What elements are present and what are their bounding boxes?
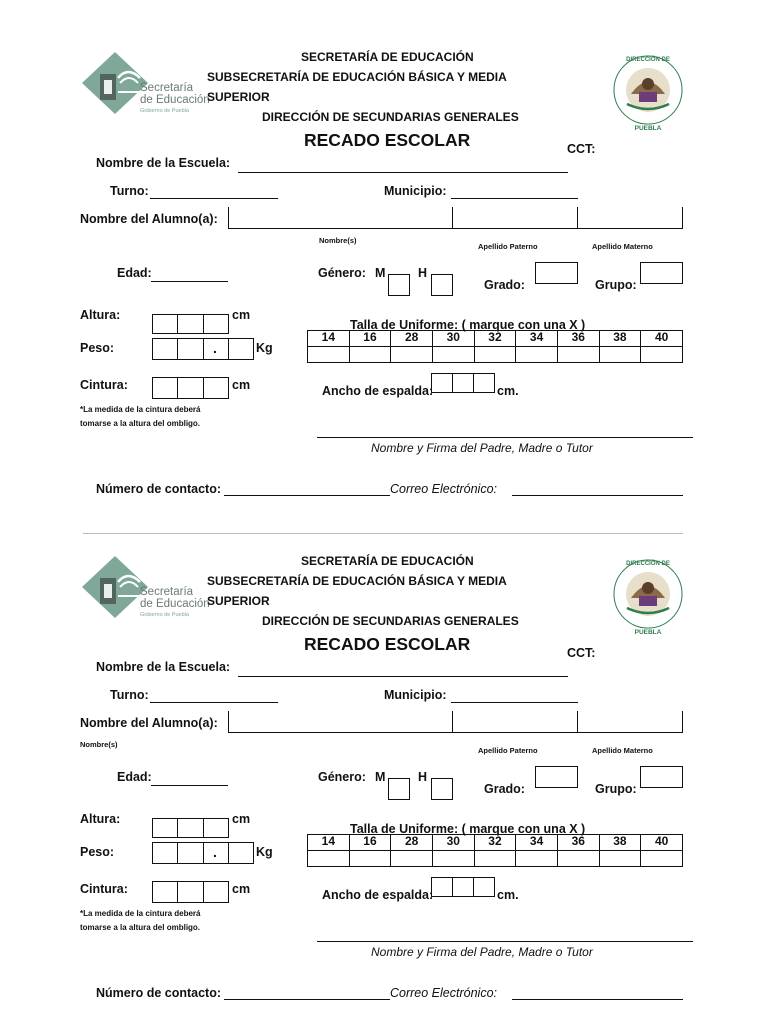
secundarias-seal-icon	[609, 52, 687, 132]
talla-mark-cell[interactable]	[599, 851, 641, 867]
page-title: RECADO ESCOLAR	[304, 130, 471, 150]
ancho-espalda-digit-boxes[interactable]	[431, 373, 495, 393]
talla-size: 38	[599, 331, 641, 347]
svg-text:DIRECCIÓN DE: DIRECCIÓN DE	[626, 561, 670, 567]
talla-size: 14	[308, 835, 350, 851]
talla-size: 36	[557, 331, 599, 347]
cintura-digit-boxes[interactable]	[152, 881, 229, 903]
genero-label: Género:	[318, 770, 366, 784]
logo-tagline: Gobierno de Puebla	[140, 612, 189, 618]
secundarias-seal	[609, 52, 687, 132]
talla-mark-cell[interactable]	[474, 851, 516, 867]
cintura-unit: cm	[232, 882, 251, 896]
recado-form-1	[0, 0, 768, 500]
nombres-caption: Nombre(s)	[80, 740, 118, 749]
genero-label: Género:	[318, 266, 366, 280]
alumno-box-right	[682, 207, 683, 229]
genero-h-label: H	[418, 266, 428, 280]
logo-name: Secretaría	[140, 82, 194, 94]
svg-text:DIRECCIÓN DE: DIRECCIÓN DE	[626, 57, 670, 63]
talla-mark-cell[interactable]	[308, 347, 350, 363]
alumno-label: Nombre del Alumno(a):	[80, 212, 218, 226]
svg-text:PUEBLA: PUEBLA	[634, 629, 662, 636]
cintura-note-1: *La medida de la cintura deberá	[80, 909, 201, 918]
peso-unit: Kg	[256, 845, 273, 859]
talla-mark-cell[interactable]	[349, 851, 391, 867]
talla-table	[307, 330, 683, 363]
cct-label: CCT:	[567, 142, 596, 156]
contacto-input-line[interactable]	[224, 999, 390, 1000]
talla-label: Talla de Uniforme: ( marque con una X )	[350, 822, 586, 836]
secundarias-seal-icon	[609, 556, 687, 636]
cct-label: CCT:	[567, 646, 596, 660]
talla-mark-cell[interactable]	[557, 851, 599, 867]
header-line-3: SUPERIOR	[207, 90, 270, 104]
correo-label: Correo Electrónico:	[390, 986, 497, 1000]
cintura-note-1: *La medida de la cintura deberá	[80, 405, 201, 414]
secretaria-emblem-icon	[82, 52, 148, 114]
peso-unit: Kg	[256, 341, 273, 355]
apellido-materno-caption: Apellido Materno	[592, 242, 653, 251]
talla-size: 32	[474, 331, 516, 347]
header-line-4: DIRECCIÓN DE SECUNDARIAS GENERALES	[262, 614, 519, 628]
talla-mark-cell[interactable]	[641, 347, 683, 363]
municipio-label: Municipio:	[384, 184, 447, 198]
alumno-input-line[interactable]	[228, 228, 683, 229]
apellido-materno-caption: Apellido Materno	[592, 746, 653, 755]
municipio-label: Municipio:	[384, 688, 447, 702]
grupo-input-box[interactable]	[640, 766, 683, 788]
escuela-label: Nombre de la Escuela:	[96, 660, 231, 674]
talla-size: 40	[641, 331, 683, 347]
recado-form-2	[0, 504, 768, 1004]
escuela-input-line[interactable]	[238, 676, 568, 677]
escuela-input-line[interactable]	[238, 172, 568, 173]
secretaria-logo	[82, 52, 212, 114]
alumno-divider-2	[577, 711, 578, 733]
talla-mark-cell[interactable]	[349, 347, 391, 363]
genero-m-label: M	[375, 770, 386, 784]
talla-mark-cell[interactable]	[641, 851, 683, 867]
header-line-3: SUPERIOR	[207, 594, 270, 608]
header-line-1: SECRETARÍA DE EDUCACIÓN	[301, 554, 474, 568]
nombres-caption: Nombre(s)	[319, 236, 357, 245]
talla-size: 32	[474, 835, 516, 851]
edad-input-line[interactable]	[151, 785, 228, 786]
genero-m-label: M	[375, 266, 386, 280]
alumno-box-left	[228, 207, 229, 229]
talla-size: 16	[349, 835, 391, 851]
talla-size: 34	[516, 331, 558, 347]
talla-size: 28	[391, 835, 433, 851]
grado-input-box[interactable]	[535, 766, 578, 788]
talla-mark-cell[interactable]	[599, 347, 641, 363]
altura-label: Altura:	[80, 308, 121, 322]
peso-label: Peso:	[80, 341, 115, 355]
grado-input-box[interactable]	[535, 262, 578, 284]
contacto-label: Número de contacto:	[96, 986, 222, 1000]
alumno-box-right	[682, 711, 683, 733]
cintura-note-2: tomarse a la altura del ombligo.	[80, 419, 201, 428]
altura-digit-boxes[interactable]	[152, 818, 229, 838]
genero-m-checkbox[interactable]	[388, 274, 410, 296]
talla-size: 16	[349, 331, 391, 347]
turno-input-line[interactable]	[150, 198, 278, 199]
talla-mark-cell[interactable]	[308, 851, 350, 867]
talla-mark-cell[interactable]	[391, 347, 433, 363]
talla-mark-cell[interactable]	[516, 347, 558, 363]
talla-size: 38	[599, 835, 641, 851]
apellido-paterno-caption: Apellido Paterno	[478, 242, 538, 251]
secretaria-logo	[82, 556, 212, 618]
talla-mark-cell[interactable]	[432, 851, 474, 867]
ancho-espalda-unit: cm.	[497, 888, 519, 902]
altura-unit: cm	[232, 812, 251, 826]
talla-mark-cell[interactable]	[474, 347, 516, 363]
alumno-divider-2	[577, 207, 578, 229]
secretaria-emblem-icon	[82, 556, 148, 618]
peso-decimal-point: .	[213, 844, 217, 860]
genero-h-checkbox[interactable]	[431, 274, 453, 296]
ancho-espalda-label: Ancho de espalda:	[322, 384, 434, 398]
logo-name-2: de Educación	[140, 598, 210, 610]
page-title: RECADO ESCOLAR	[304, 634, 471, 654]
logo-name-2: de Educación	[140, 94, 210, 106]
talla-size: 30	[432, 331, 474, 347]
contacto-label: Número de contacto:	[96, 482, 222, 496]
grupo-label: Grupo:	[595, 278, 637, 292]
cintura-note-2: tomarse a la altura del ombligo.	[80, 923, 201, 932]
peso-decimal-point: .	[213, 340, 217, 356]
firma-caption: Nombre y Firma del Padre, Madre o Tutor	[371, 441, 593, 455]
secundarias-seal	[609, 556, 687, 636]
talla-table	[307, 834, 683, 867]
genero-h-label: H	[418, 770, 428, 784]
svg-text:PUEBLA: PUEBLA	[634, 125, 662, 132]
turno-input-line[interactable]	[150, 702, 278, 703]
grupo-input-box[interactable]	[640, 262, 683, 284]
talla-size: 14	[308, 331, 350, 347]
firma-line[interactable]	[317, 437, 693, 438]
ancho-espalda-label: Ancho de espalda:	[322, 888, 434, 902]
talla-size: 36	[557, 835, 599, 851]
peso-digit-boxes[interactable]	[152, 842, 254, 864]
talla-mark-cell[interactable]	[391, 851, 433, 867]
talla-size: 30	[432, 835, 474, 851]
cintura-unit: cm	[232, 378, 251, 392]
peso-digit-boxes[interactable]	[152, 338, 254, 360]
talla-mark-cell[interactable]	[557, 347, 599, 363]
logo-tagline: Gobierno de Puebla	[140, 108, 189, 114]
turno-label: Turno:	[110, 688, 149, 702]
talla-mark-row	[308, 851, 683, 867]
alumno-box-left	[228, 711, 229, 733]
genero-h-checkbox[interactable]	[431, 778, 453, 800]
talla-size: 28	[391, 331, 433, 347]
edad-label: Edad:	[117, 266, 152, 280]
turno-label: Turno:	[110, 184, 149, 198]
edad-label: Edad:	[117, 770, 152, 784]
altura-digit-boxes[interactable]	[152, 314, 229, 334]
cintura-label: Cintura:	[80, 882, 128, 896]
correo-input-line[interactable]	[512, 495, 683, 496]
talla-size: 34	[516, 835, 558, 851]
grado-label: Grado:	[484, 278, 525, 292]
alumno-divider-1	[452, 711, 453, 733]
alumno-label: Nombre del Alumno(a):	[80, 716, 218, 730]
firma-line[interactable]	[317, 941, 693, 942]
header-line-4: DIRECCIÓN DE SECUNDARIAS GENERALES	[262, 110, 519, 124]
talla-mark-row	[308, 347, 683, 363]
header-line-2: SUBSECRETARÍA DE EDUCACIÓN BÁSICA Y MEDIA	[207, 574, 507, 588]
alumno-divider-1	[452, 207, 453, 229]
correo-label: Correo Electrónico:	[390, 482, 497, 496]
escuela-label: Nombre de la Escuela:	[96, 156, 231, 170]
altura-label: Altura:	[80, 812, 121, 826]
header-line-1: SECRETARÍA DE EDUCACIÓN	[301, 50, 474, 64]
talla-size-row	[308, 331, 683, 347]
talla-size-row	[308, 835, 683, 851]
talla-label: Talla de Uniforme: ( marque con una X )	[350, 318, 586, 332]
header-line-2: SUBSECRETARÍA DE EDUCACIÓN BÁSICA Y MEDIA	[207, 70, 507, 84]
municipio-input-line[interactable]	[451, 198, 578, 199]
genero-m-checkbox[interactable]	[388, 778, 410, 800]
municipio-input-line[interactable]	[451, 702, 578, 703]
grupo-label: Grupo:	[595, 782, 637, 796]
ancho-espalda-digit-boxes[interactable]	[431, 877, 495, 897]
logo-name: Secretaría	[140, 586, 194, 598]
talla-mark-cell[interactable]	[432, 347, 474, 363]
correo-input-line[interactable]	[512, 999, 683, 1000]
ancho-espalda-unit: cm.	[497, 384, 519, 398]
cintura-label: Cintura:	[80, 378, 128, 392]
altura-unit: cm	[232, 308, 251, 322]
talla-mark-cell[interactable]	[516, 851, 558, 867]
alumno-input-line[interactable]	[228, 732, 683, 733]
talla-size: 40	[641, 835, 683, 851]
cintura-digit-boxes[interactable]	[152, 377, 229, 399]
peso-label: Peso:	[80, 845, 115, 859]
contacto-input-line[interactable]	[224, 495, 390, 496]
firma-caption: Nombre y Firma del Padre, Madre o Tutor	[371, 945, 593, 959]
apellido-paterno-caption: Apellido Paterno	[478, 746, 538, 755]
grado-label: Grado:	[484, 782, 525, 796]
edad-input-line[interactable]	[151, 281, 228, 282]
